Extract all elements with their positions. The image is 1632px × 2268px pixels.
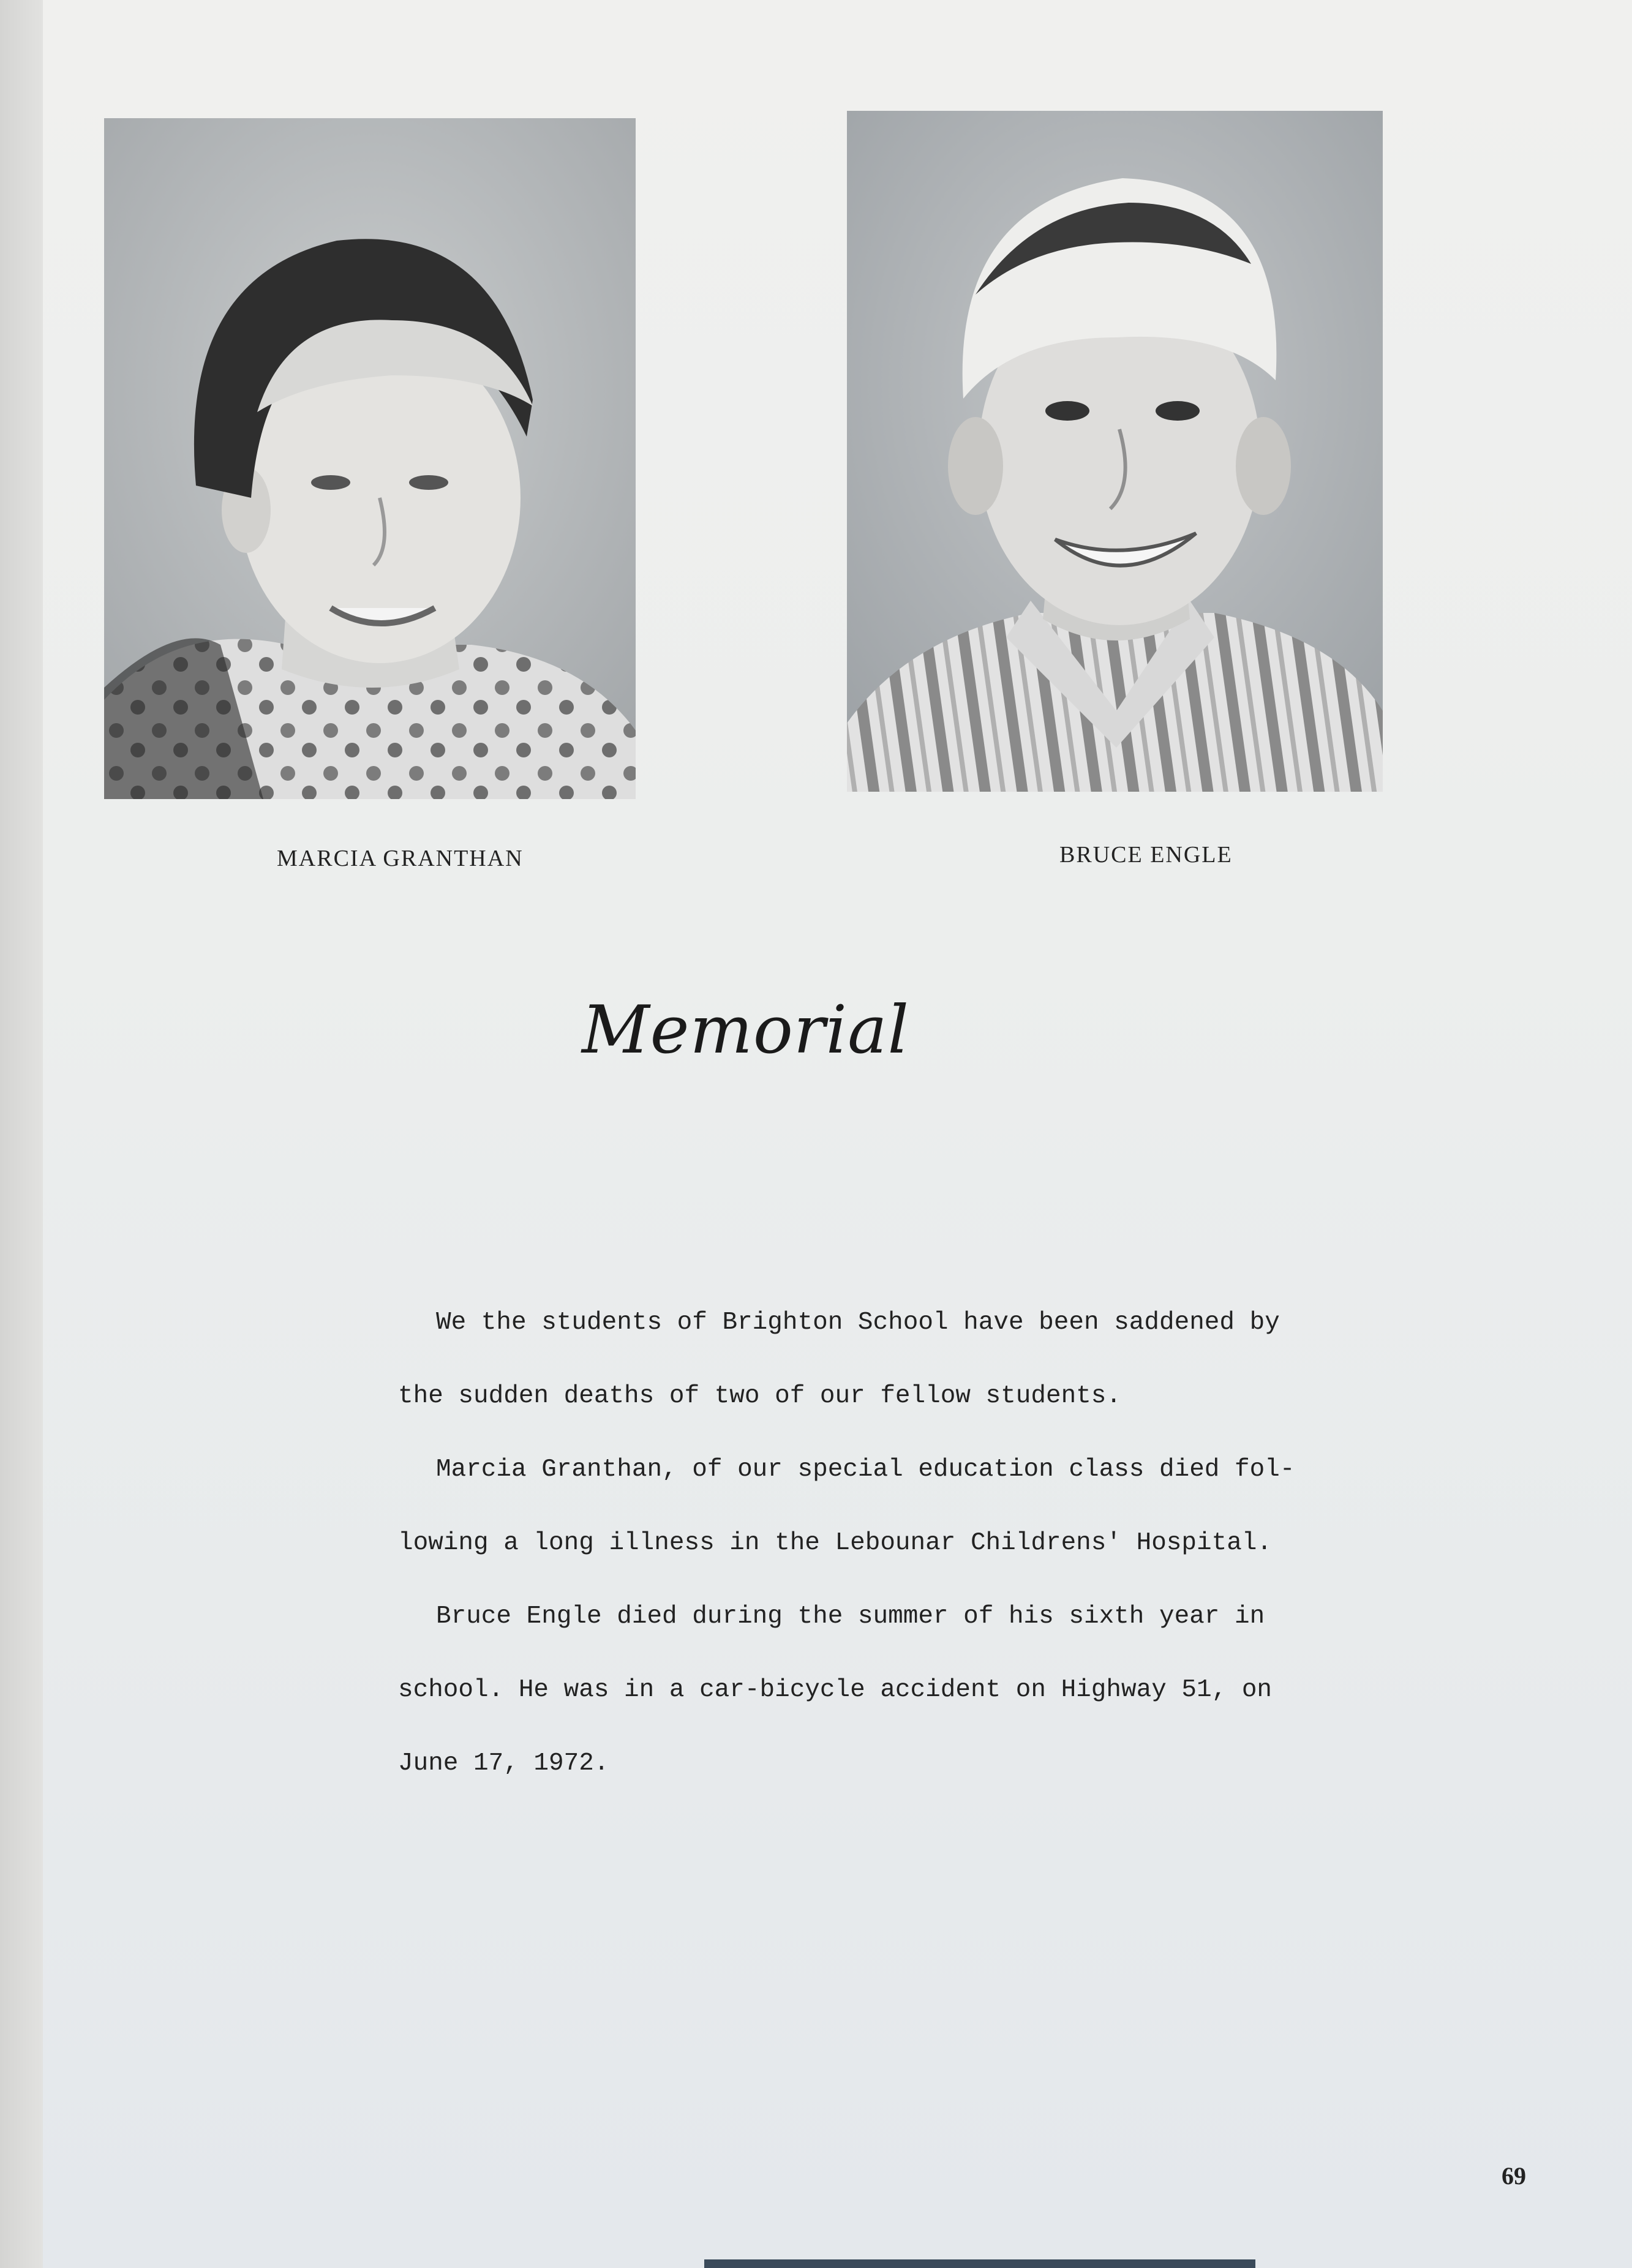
memorial-heading: Memorial — [582, 992, 910, 1068]
text-line: We the students of Brighton School have been saddened by — [436, 1309, 1280, 1337]
memorial-text — [398, 1298, 1295, 1812]
portrait-photo-bruce — [847, 111, 1383, 792]
caption-bruce: BRUCE ENGLE — [1059, 842, 1233, 868]
text-line: lowing a long illness in the Lebounar Childrens' Hospital. — [398, 1529, 1273, 1557]
text-line: school. He was in a car-bicycle accident on Highway 51, on — [398, 1676, 1273, 1704]
page-edge — [0, 0, 43, 2268]
portrait-girl-image — [104, 118, 636, 799]
text-line: Marcia Granthan, of our special education class died fol- — [436, 1455, 1295, 1484]
page-number: 69 — [1502, 2162, 1526, 2190]
text-line: Bruce Engle died during the summer of his sixth year in — [436, 1602, 1265, 1631]
caption-marcia: MARCIA GRANTHAN — [277, 846, 524, 871]
text-line: the sudden deaths of two of our fellow students. — [398, 1382, 1121, 1410]
portrait-photo-marcia — [104, 118, 636, 799]
portrait-boy-image — [847, 111, 1383, 792]
page-bottom-edge — [704, 2259, 1255, 2268]
text-line: June 17, 1972. — [398, 1749, 609, 1778]
